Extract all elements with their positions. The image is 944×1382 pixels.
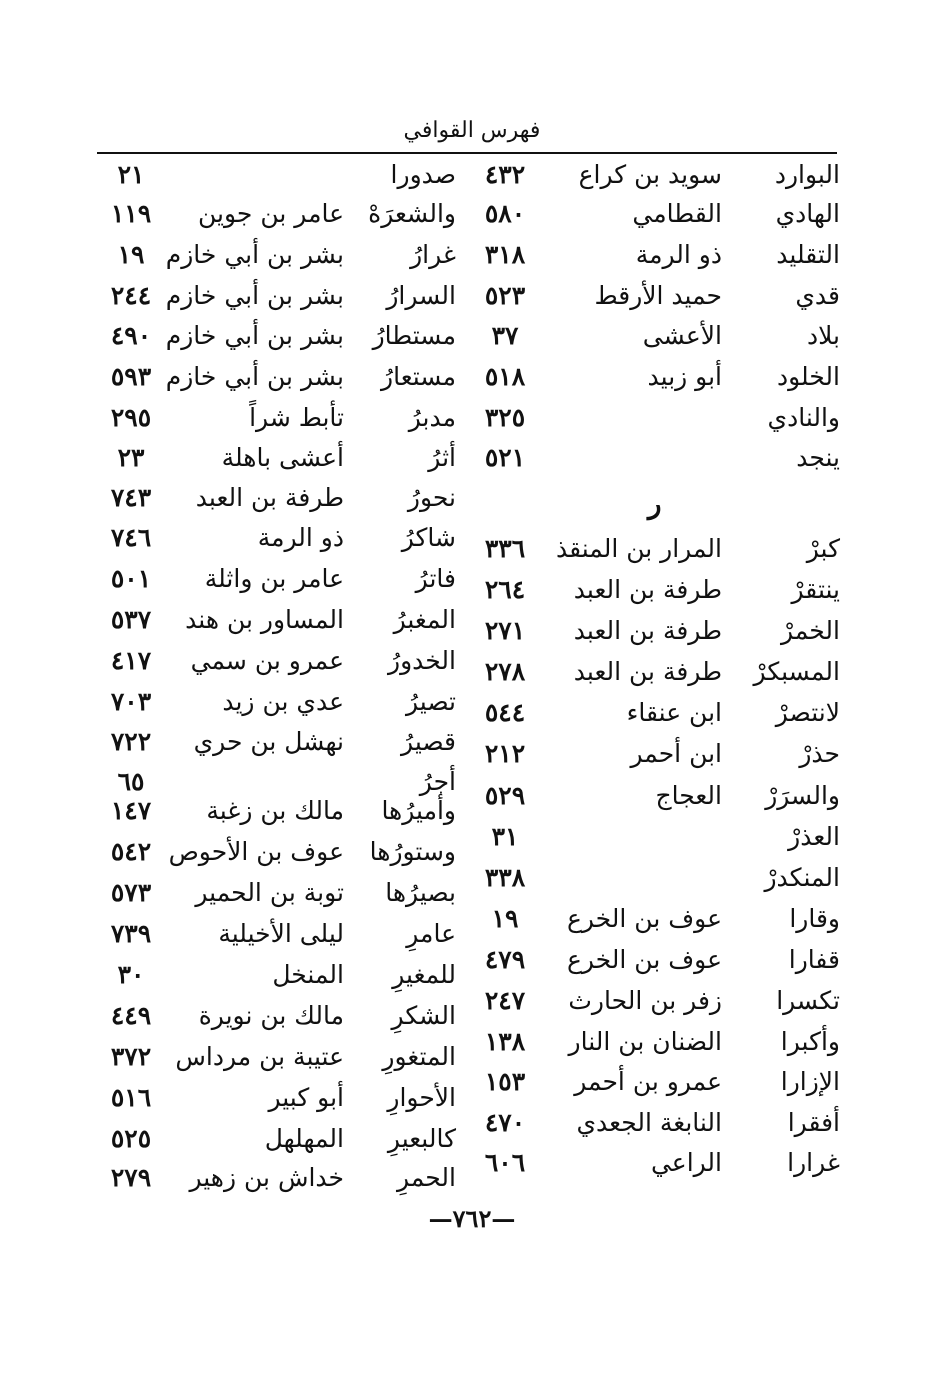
left-page: ٧٠٣	[110, 687, 152, 716]
left-page: ٤١٧	[110, 646, 152, 675]
right-rhyme: والسرَرْ	[765, 781, 840, 810]
right-poet: الراعي	[650, 1148, 722, 1177]
left-poet: عوف بن الأحوص	[168, 837, 344, 866]
left-poet: طرفة بن العبد	[195, 483, 344, 512]
left-rhyme: وستورُها	[369, 837, 456, 866]
right-page: ١٩	[491, 904, 519, 933]
left-poet: بشر بن أبي خازم	[165, 362, 344, 391]
right-poet: المرار بن المنقذ	[555, 534, 722, 563]
left-poet: بشر بن أبي خازم	[165, 240, 344, 269]
right-rhyme: قدي	[795, 281, 840, 310]
right-poet: زفر بن الحارث	[568, 986, 722, 1015]
left-rhyme: فاترُ	[415, 564, 456, 593]
left-rhyme: مدبرُ	[408, 403, 456, 432]
right-rhyme: تكسرا	[776, 986, 840, 1015]
right-rhyme: أفقرا	[787, 1108, 840, 1137]
right-poet: القطامي	[632, 199, 722, 228]
left-page: ١٩	[117, 240, 145, 269]
left-poet: عتيبة بن مرداس	[175, 1042, 344, 1071]
left-rhyme: المغبرُ	[393, 605, 456, 634]
left-page: ٥١٦	[110, 1083, 152, 1112]
right-poet: عوف بن الخرع	[566, 904, 722, 933]
left-poet: مالك بن نويرة	[198, 1001, 344, 1030]
right-poet: سويد بن كراع	[578, 160, 722, 189]
left-page: ٥٩٣	[110, 362, 152, 391]
left-page: ٤٤٩	[110, 1001, 152, 1030]
page-header: فهرس القوافي	[403, 118, 541, 143]
left-page: ٥٧٣	[110, 878, 152, 907]
right-rhyme: الخلود	[776, 362, 840, 391]
header-rule	[97, 152, 837, 154]
left-rhyme: الأحوارِ	[387, 1083, 456, 1112]
right-poet: ذو الرمة	[635, 240, 722, 269]
right-page: ٢٧١	[484, 616, 526, 645]
right-page: ٥١٨	[484, 362, 526, 391]
left-page: ٦٥	[117, 767, 145, 796]
left-page: ٧٣٩	[110, 919, 152, 948]
right-rhyme: الخمرْ	[781, 616, 840, 645]
left-rhyme: المتغورِ	[382, 1042, 456, 1071]
right-page: ٥٢٩	[484, 781, 526, 810]
right-rhyme: التقليد	[776, 240, 840, 269]
right-page: ٢٤٧	[484, 986, 526, 1015]
right-poet: النابغة الجعدي	[576, 1108, 722, 1137]
right-rhyme: العذرْ	[788, 822, 840, 851]
left-page: ٢٤٤	[110, 281, 152, 310]
right-poet: عوف بن الخرع	[566, 945, 722, 974]
right-page: ٢٦٤	[484, 575, 526, 604]
left-rhyme: كالبعيرِ	[387, 1124, 456, 1153]
left-rhyme: مستطارُ	[372, 321, 456, 350]
right-rhyme: وقارا	[789, 904, 840, 933]
right-rhyme: ينتقرْ	[791, 575, 840, 604]
right-rhyme: المنكدرْ	[764, 863, 840, 892]
right-rhyme: بلاد	[806, 321, 840, 350]
left-poet: عدي بن زيد	[222, 687, 344, 716]
left-rhyme: نحورُ	[407, 483, 456, 512]
left-rhyme: أثرُ	[428, 443, 456, 472]
left-poet: خداش بن زهير	[189, 1163, 344, 1192]
right-rhyme: المسبكرْ	[753, 657, 840, 686]
left-poet: ليلى الأخيلية	[218, 919, 344, 948]
right-page: ٣٣٦	[484, 534, 526, 563]
right-poet: طرفة بن العبد	[573, 616, 722, 645]
right-page: ٣٢٥	[484, 403, 526, 432]
left-rhyme: مستعارُ	[381, 362, 456, 391]
left-poet: توبة بن الحمير	[195, 878, 344, 907]
left-rhyme: قصيرُ	[401, 727, 456, 756]
page-number: —٧٦٢—	[428, 1204, 516, 1233]
right-poet: طرفة بن العبد	[573, 657, 722, 686]
right-page: ١٣٨	[484, 1027, 526, 1056]
right-page: ٤٧٠	[484, 1108, 526, 1137]
left-poet: ذو الرمة	[257, 523, 344, 552]
left-poet: أبو كبير	[268, 1083, 344, 1112]
left-poet: تأبط شراً	[249, 403, 344, 432]
left-poet: المساور بن هند	[185, 605, 344, 634]
right-page: ٤٧٩	[484, 945, 526, 974]
left-poet: عامر بن واثلة	[204, 564, 344, 593]
right-poet: حميد الأرقط	[594, 281, 722, 310]
right-poet: طرفة بن العبد	[573, 575, 722, 604]
left-page: ٣٧٢	[110, 1042, 152, 1071]
left-poet: بشر بن أبي خازم	[165, 281, 344, 310]
right-rhyme: الإزارا	[780, 1067, 840, 1096]
left-poet: عمرو بن سمي	[190, 646, 344, 675]
left-page: ٢١	[117, 160, 145, 189]
left-page: ١٤٧	[110, 796, 152, 825]
right-poet: أبو زبيد	[647, 362, 722, 391]
left-poet: المهلهل	[264, 1124, 344, 1153]
right-poet: عمرو بن أحمر	[574, 1067, 722, 1096]
left-page: ٧٤٣	[110, 483, 152, 512]
left-page: ٧٢٢	[110, 727, 152, 756]
right-page: ٢٧٨	[484, 657, 526, 686]
left-rhyme: بصيرُها	[385, 878, 456, 907]
right-page: ٥٢٣	[484, 281, 526, 310]
left-rhyme: السرارُ	[386, 281, 456, 310]
right-page: ٣١	[491, 822, 519, 851]
right-page: ٥٢١	[484, 443, 526, 472]
right-rhyme: كبرْ	[806, 534, 840, 563]
left-page: ٣٠	[117, 960, 145, 989]
right-poet: ابن عنقاء	[626, 698, 722, 727]
left-rhyme: تصيرُ	[406, 687, 456, 716]
right-rhyme: الهادي	[775, 199, 840, 228]
left-rhyme: عامرِ	[406, 919, 456, 948]
left-page: ٥٤٢	[110, 837, 152, 866]
left-page: ٧٤٦	[110, 523, 152, 552]
right-rhyme: البوارد	[774, 160, 840, 189]
left-poet: أعشى باهلة	[221, 443, 344, 472]
left-rhyme: أجرُ	[419, 767, 456, 796]
right-page: ٤٣٢	[484, 160, 526, 189]
right-poet: ابن أحمر	[630, 739, 722, 768]
right-rhyme: لانتصرْ	[775, 698, 840, 727]
left-poet: المنخل	[272, 960, 344, 989]
left-rhyme: الحمرِ	[397, 1163, 456, 1192]
right-page: ٣٧	[491, 321, 519, 350]
right-page: ٥٨٠	[484, 199, 526, 228]
right-page: ٣٣٨	[484, 863, 526, 892]
right-rhyme: وأكبرا	[780, 1027, 840, 1056]
right-rhyme: قفارا	[788, 945, 840, 974]
left-rhyme: شاكرُ	[401, 523, 456, 552]
right-page: ٢١٢	[484, 739, 526, 768]
right-poet: العجاج	[655, 781, 722, 810]
section-letter: ر	[648, 487, 662, 520]
left-page: ٢٩٥	[110, 403, 152, 432]
left-poet: بشر بن أبي خازم	[165, 321, 344, 350]
right-poet: الأعشى	[642, 321, 722, 350]
right-page: ٥٤٤	[484, 698, 526, 727]
left-poet: نهشل بن حري	[193, 727, 344, 756]
left-rhyme: للمغيرِ	[392, 960, 456, 989]
right-page: ١٥٣	[484, 1067, 526, 1096]
right-page: ٣١٨	[484, 240, 526, 269]
left-rhyme: الشكرِ	[391, 1001, 456, 1030]
left-page: ٢٧٩	[110, 1163, 152, 1192]
left-rhyme: والشعرَهْ	[368, 199, 456, 228]
right-rhyme: غرارا	[787, 1148, 840, 1177]
left-rhyme: صدورا	[390, 160, 456, 189]
left-poet: عامر بن جوين	[198, 199, 344, 228]
left-page: ٢٣	[117, 443, 145, 472]
right-rhyme: حذرْ	[799, 739, 840, 768]
right-rhyme: ينجد	[796, 443, 840, 472]
left-page: ٤٩٠	[110, 321, 152, 350]
left-poet: مالك بن زغبة	[206, 796, 344, 825]
left-rhyme: وأميرُها	[381, 796, 456, 825]
right-page: ٦٠٦	[484, 1148, 526, 1177]
right-rhyme: والنادي	[767, 403, 840, 432]
left-rhyme: الخدورُ	[388, 646, 456, 675]
left-page: ٥٠١	[110, 564, 152, 593]
left-page: ٥٢٥	[110, 1124, 152, 1153]
left-page: ٥٣٧	[110, 605, 152, 634]
right-poet: الضنان بن النار	[568, 1027, 722, 1056]
left-page: ١١٩	[110, 199, 152, 228]
left-rhyme: غرارُ	[410, 240, 456, 269]
